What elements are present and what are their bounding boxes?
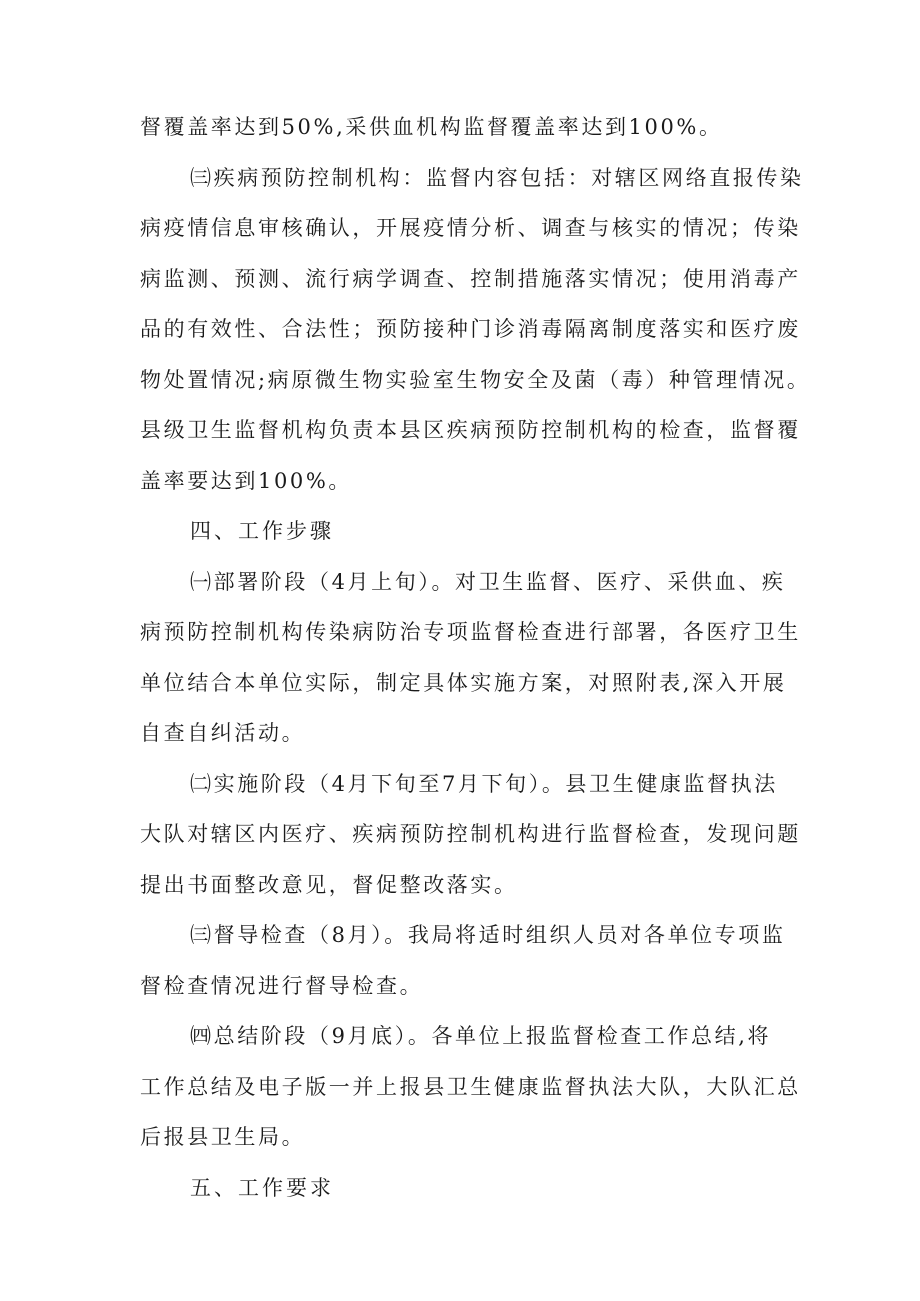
text-line: 自查自纠活动。 — [140, 721, 306, 745]
document-body — [140, 102, 811, 1213]
section-heading-requirements: 五、工作要求 — [190, 1175, 334, 1200]
text-line: 病预防控制机构传染病防治专项监督检查进行部署，各医疗卫生 — [140, 620, 801, 644]
text-line: ㈡实施阶段（4月下旬至7月下旬）。县卫生健康监督执法 — [190, 771, 778, 796]
text-line: 病疫情信息审核确认，开展疫情分析、调查与核实的情况；传染 — [140, 216, 801, 240]
text-line: 提出书面整改意见，督促整改落实。 — [140, 872, 518, 897]
text-line: 单位结合本单位实际，制定具体实施方案，对照附表,深入开展 — [140, 670, 787, 695]
text-line: 督覆盖率达到50%,采供血机构监督覆盖率达到100%。 — [140, 115, 723, 139]
section-heading-steps: 四、工作步骤 — [190, 519, 334, 543]
text-line: 督检查情况进行督导检查。 — [140, 973, 424, 998]
text-line: 县级卫生监督机构负责本县区疾病预防控制机构的检查，监督覆 — [140, 418, 801, 442]
text-line: ㈢督导检查（8月）。我局将适时组织人员对各单位专项监 — [190, 923, 786, 947]
text-line: ㈣总结阶段（9月底）。各单位上报监督检查工作总结,将 — [190, 1024, 772, 1048]
text-line: 工作总结及电子版一并上报县卫生健康监督执法大队，大队汇总 — [140, 1074, 801, 1099]
text-line: 病监测、预测、流行病学调查、控制措施落实情况；使用消毒产 — [140, 266, 801, 291]
text-line: ㈢疾病预防控制机构：监督内容包括：对辖区网络直报传染 — [190, 165, 804, 190]
text-line: 后报县卫生局。 — [140, 1125, 306, 1149]
text-line: 品的有效性、合法性；预防接种门诊消毒隔离制度落实和医疗废 — [140, 317, 801, 341]
text-line: 物处置情况;病原微生物实验室生物安全及菌（毒）种管理情况。 — [140, 367, 811, 392]
text-line: 盖率要达到100%。 — [140, 468, 353, 493]
text-line: ㈠部署阶段（4月上旬）。对卫生监督、医疗、采供血、疾 — [190, 569, 786, 594]
text-line: 大队对辖区内医疗、疾病预防控制机构进行监督检查，发现问题 — [140, 822, 801, 846]
